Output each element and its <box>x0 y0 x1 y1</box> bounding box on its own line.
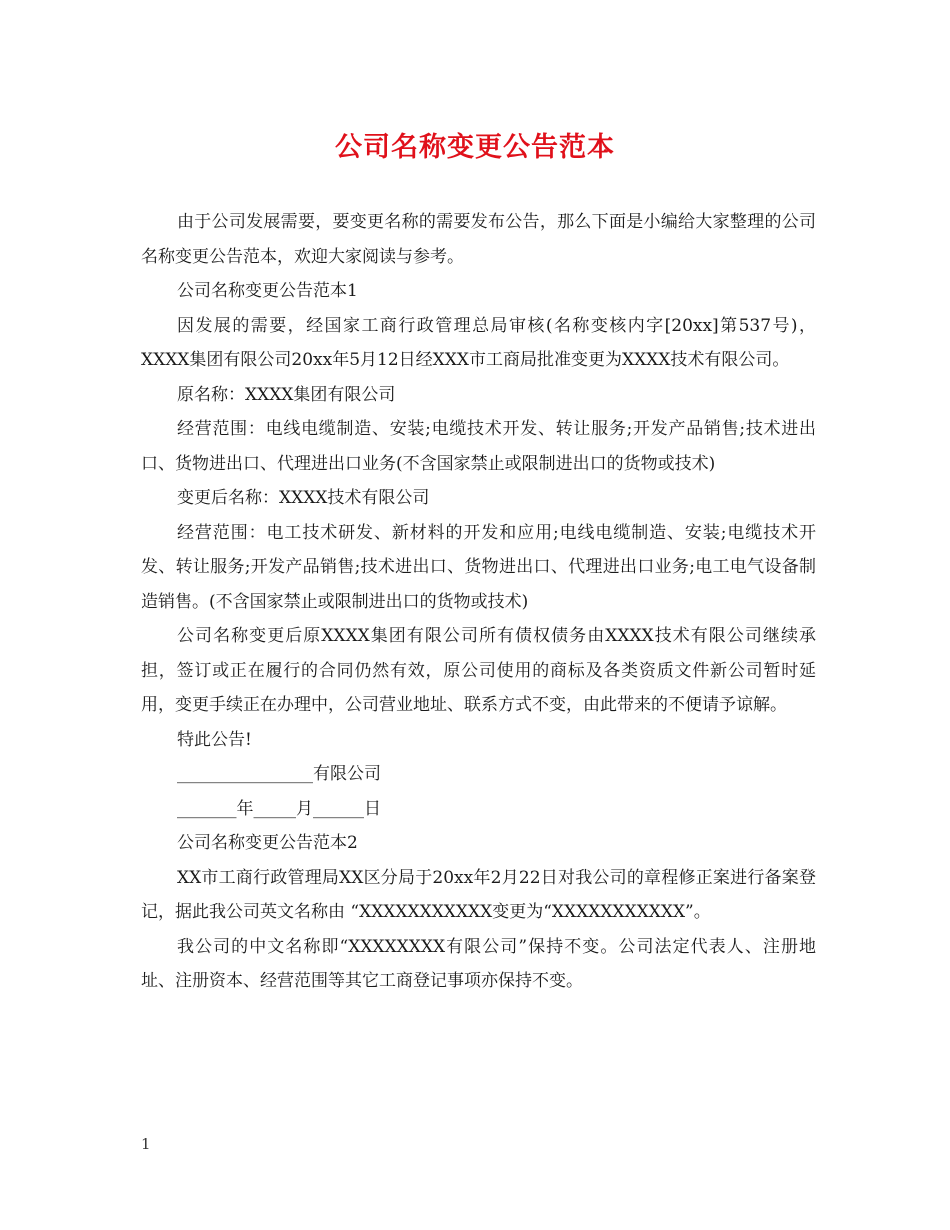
closing-line: 特此公告! <box>177 729 252 750</box>
document-body <box>141 205 816 999</box>
section-heading-2: 公司名称变更公告范本2 <box>177 833 358 853</box>
section-heading-1: 公司名称变更公告范本1 <box>177 281 358 301</box>
page-number: 1 <box>141 1135 151 1153</box>
original-business-scope: 经营范围：电线电缆制造、安装;电缆技术开发、转让服务;开发产品销售;技术进出口、货物进出口、代理进出口业务(不含国家禁止或限制进出口的货物或技术) <box>141 419 816 474</box>
intro-paragraph: 由于公司发展需要，要变更名称的需要发布公告，那么下面是小编给大家整理的公司名称变更公告范本，欢迎大家阅读与参考。 <box>141 212 816 267</box>
paragraph: XX市工商行政管理局XX区分局于20xx年2月22日对我公司的章程修正案进行备案登记，据此我公司英文名称由 “XXXXXXXXXXX变更为“XXXXXXXXXXX”。 <box>141 867 816 922</box>
paragraph: 公司名称变更后原XXXX集团有限公司所有债权债务由XXXX技术有限公司继续承担，签订或正在履行的合同仍然有效，原公司使用的商标及各类资质文件新公司暂时延用，变更手续正在办理中，公司营业地址、联系方式不变，由此带来的不便请予谅解。 <box>141 626 816 715</box>
paragraph: 我公司的中文名称即“XXXXXXXX有限公司”保持不变。公司法定代表人、注册地址、注册资本、经营范围等其它工商登记事项亦保持不变。 <box>141 936 816 991</box>
new-name: 变更后名称：XXXX技术有限公司 <box>177 488 430 508</box>
paragraph: 因发展的需要，经国家工商行政管理总局审核(名称变核内字[20xx]第537号)，XXXX集团有限公司20xx年5月12日经XXX市工商局批准变更为XXXX技术有限公司。 <box>141 315 816 370</box>
document-title: 公司名称变更公告范本 <box>335 132 615 163</box>
signature-date-blank: _______年_____月______日 <box>177 798 381 819</box>
original-name: 原名称：XXXX集团有限公司 <box>177 384 396 405</box>
new-business-scope: 经营范围：电工技术研发、新材料的开发和应用;电线电缆制造、安装;电缆技术开发、转让服务;开发产品销售;技术进出口、货物进出口、代理进出口业务;电工电气设备制造销售。(不含国家禁止或限制进出口的货物或技术) <box>141 522 816 612</box>
signature-company-blank: ________________有限公司 <box>177 764 381 784</box>
